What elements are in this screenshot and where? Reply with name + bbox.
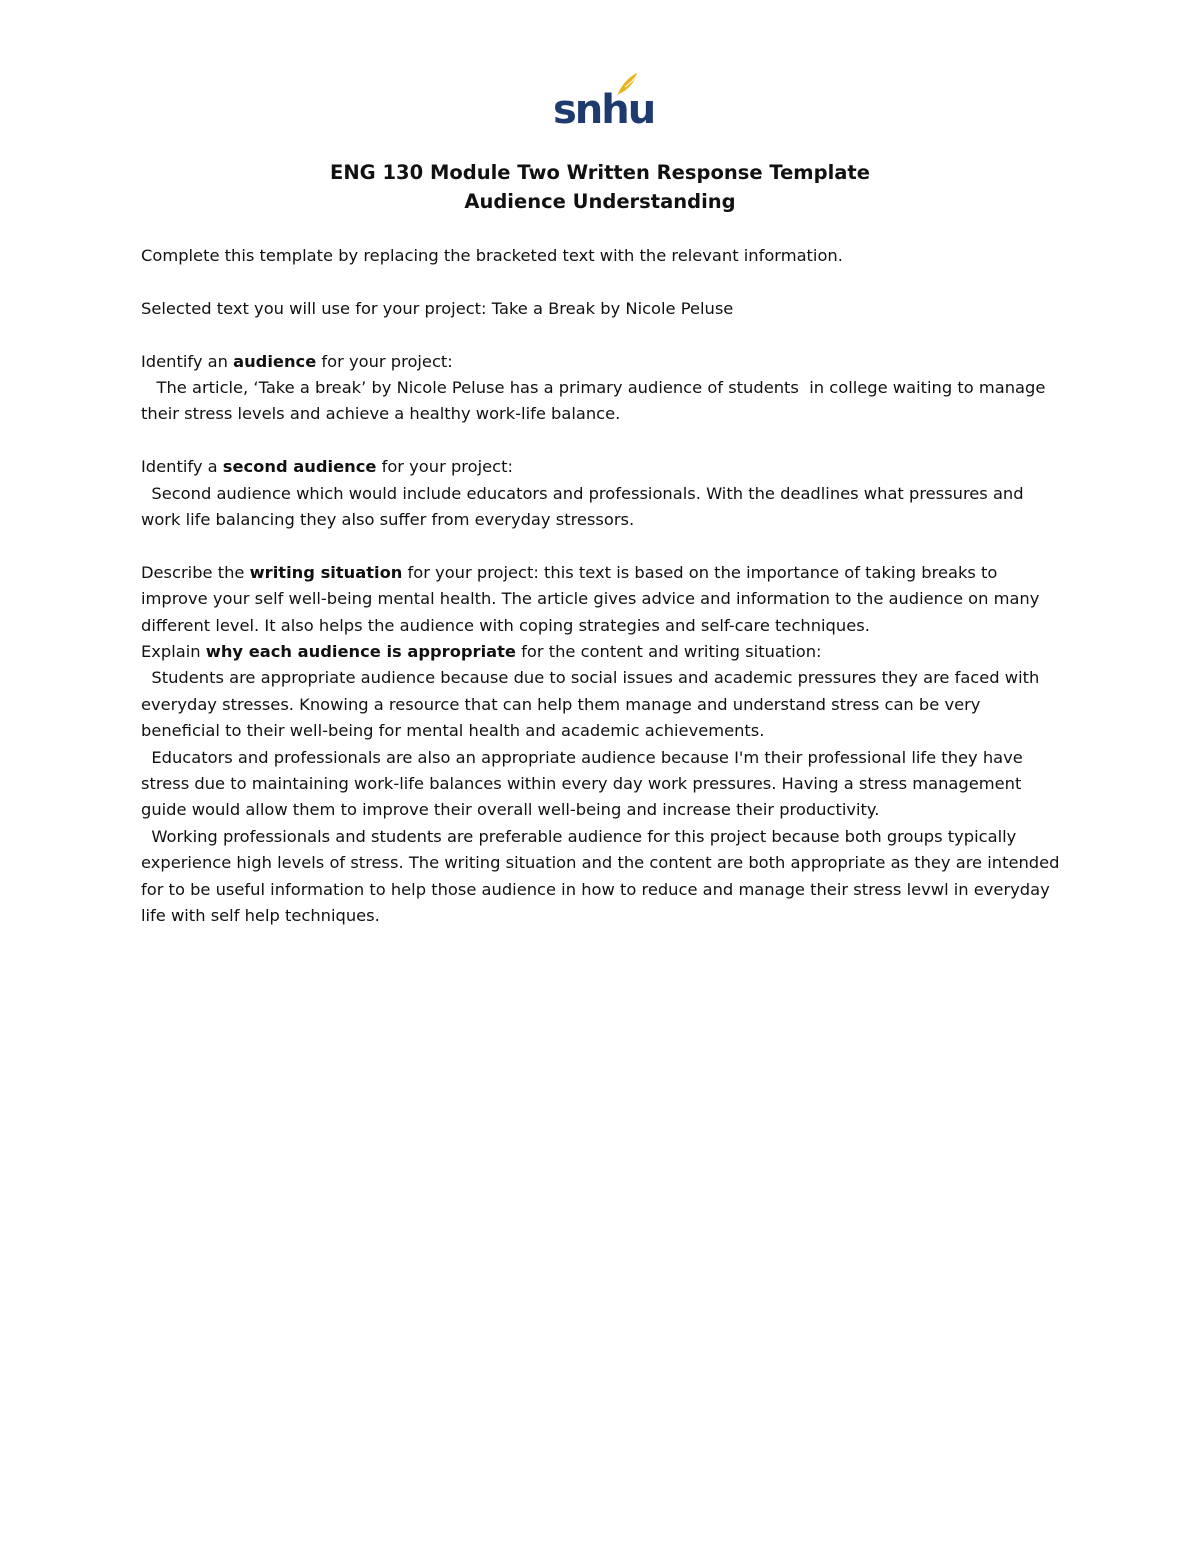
audience-keyword: audience (233, 351, 317, 371)
document-title (0, 158, 1200, 216)
audience-answer: The article, ‘Take a break’ by Nicole Peluse has a primary audience of students in college waiting to manage their stress levels and achieve a healthy work-life balance. (141, 378, 1051, 424)
audience-prompt (141, 349, 1061, 375)
title-line-1: ENG 130 Module Two Written Response Template (330, 161, 870, 184)
second-audience-answer: Second audience which would include educators and professionals. With the deadlines what pressures and work life balancing they also suffer from everyday stressors. (141, 483, 1029, 530)
audience-prompt-prefix: Identify an (141, 351, 234, 371)
logo-text: snhu (553, 87, 655, 133)
why-appropriate-paragraph-2: Educators and professionals are also an appropriate audience because I'm their professional life they have stress due to maintaining work-life balances within every day work pressures. Having a stress management guide would allow them to improve their overall well-being and increase their productivity. (141, 747, 1028, 820)
snhu-logo (553, 72, 655, 136)
title-line-2: Audience Understanding (464, 190, 736, 213)
why-appropriate-suffix: for the content and writing situation: (515, 642, 822, 662)
writing-situation-paragraph (141, 560, 1061, 639)
writing-situation-prefix: Describe the (141, 562, 250, 582)
why-appropriate-prompt (141, 639, 1061, 665)
second-audience-prompt (141, 454, 1061, 480)
why-appropriate-keyword: why each audience is appropriate (205, 642, 516, 662)
writing-situation-keyword: writing situation (249, 562, 403, 582)
writing-situation-text: for your project: this text is based on the importance of taking breaks to improve your self well-being mental health. The article gives advice and information to the audience on many different level. It also helps the audience with coping strategies and self-care techniques. (141, 562, 1040, 635)
second-audience-keyword: second audience (222, 457, 377, 477)
document-body (141, 243, 1065, 930)
selected-text-line: Selected text you will use for your project: Take a Break by Nicole Peluse (141, 298, 734, 318)
why-appropriate-paragraph-1: Students are appropriate audience because due to social issues and academic pressures they are faced with everyday stresses. Knowing a resource that can help them manage and understand stress can be very beneficial to their well-being for mental health and academic achievements. (141, 668, 1045, 741)
why-appropriate-prefix: Explain (141, 642, 206, 662)
why-appropriate-paragraph-3: Working professionals and students are preferable audience for this project because both groups typically experience high levels of stress. The writing situation and the content are both appropriate as they are intended for to be useful information to help those audience in how to reduce and manage their stress levwl in everyday life with self help techniques. (141, 826, 1065, 926)
second-audience-prompt-prefix: Identify a (141, 457, 223, 477)
instructions-text: Complete this template by replacing the bracketed text with the relevant information. (141, 246, 843, 265)
audience-prompt-suffix: for your project: (316, 351, 453, 371)
second-audience-prompt-suffix: for your project: (376, 457, 513, 477)
